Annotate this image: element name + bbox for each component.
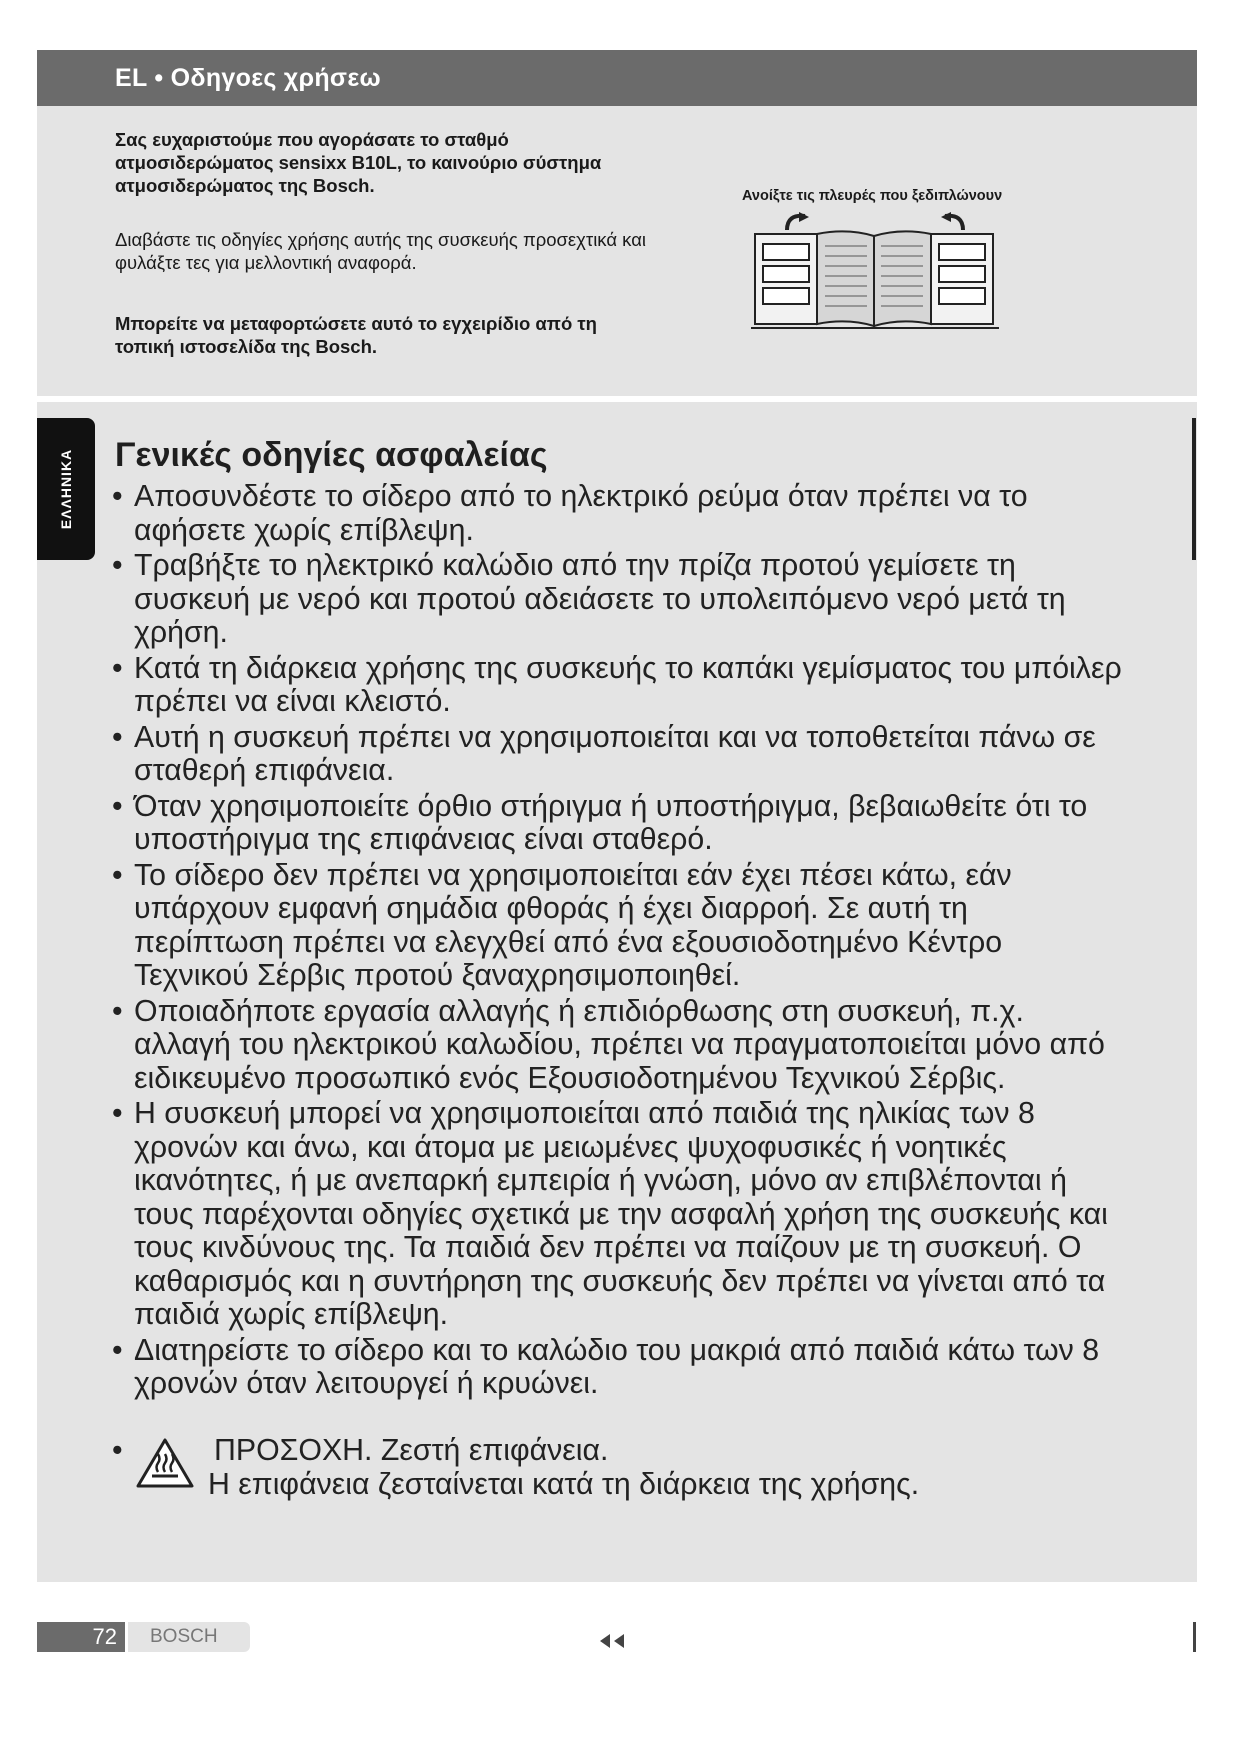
list-item: • Κατά τη διάρκεια χρήσης της συσκευής το καπάκι γεμίσματος του μπόιλερ πρέπει να είναι κλειστό. (112, 652, 1122, 719)
fold-caption: Ανοίξτε τις πλευρές που ξεδιπλώνουν (742, 188, 1003, 204)
header-title: EL • Οδηγοες χρήσεω (115, 64, 381, 92)
list-item: • Αποσυνδέστε το σίδερο από το ηλεκτρικό ρεύμα όταν πρέπει να το αφήσετε χωρίς επίβλεψη. (112, 480, 1122, 547)
page-number: 72 (37, 1622, 125, 1652)
footer-rule (1193, 1622, 1196, 1652)
intro-read-instructions: Διαβάστε τις οδηγίες χρήσης αυτής της συσκευής προσεχτικά και φυλάξτε τες για μελλοντική αναφορά. (115, 229, 646, 273)
list-item: • Η συσκευή μπορεί να χρησιμοποιείται από παιδιά της ηλικίας των 8 χρονών και άνω, και άτομα με μειωμένες ψυχοφυσικές ή νοητικές ικανότητες, ή με ανεπαρκή εμπειρία ή γνώση, μόνο αν επιβλέπονται ή τους παρέχονται οδηγίες σχετικά με την ασφαλή χρήση της συσκευής και τους κινδύνους της. Τα παιδιά δεν πρέπει να παίζουν με τη συσκευή. Ο καθαρισμός και η συντήρηση της συσκευής δεν πρέπει να γίνεται από τα παιδιά χωρίς επίβλεψη. (112, 1097, 1122, 1332)
safety-list (112, 480, 1122, 1403)
language-tab (37, 418, 95, 560)
caution-title: ΠΡΟΣΟΧΗ. Ζεστή επιφάνεια. (214, 1434, 609, 1467)
foldout-book-illustration (747, 212, 1003, 336)
list-item: • Διατηρείστε το σίδερο και το καλώδιο του μακριά από παιδιά κάτω των 8 χρονών όταν λειτουργεί ή κρυώνει. (112, 1334, 1122, 1401)
list-item: • Τραβήξτε το ηλεκτρικό καλώδιο από την πρίζα προτού γεμίσετε τη συσκευή με νερό και προτού αδειάσετε το υπολειπόμενο νερό μετά τη χρήση. (112, 549, 1122, 650)
list-item: • Αυτή η συσκευή πρέπει να χρησιμοποιείται και να τοποθετείται πάνω σε σταθερή επιφάνεια. (112, 721, 1122, 788)
intro-panel (37, 106, 1197, 396)
right-edge-rule (1192, 418, 1196, 560)
section-title: Γενικές οδηγίες ασφαλείας (115, 436, 548, 474)
intro-download: Μπορείτε να μεταφορτώσετε αυτό το εγχειρίδιο από τη τοπική ιστοσελίδα της Bosch. (115, 313, 597, 357)
caution-bullet: • (112, 1434, 123, 1467)
footer-brand: BOSCH (128, 1622, 250, 1652)
list-item: • Οποιαδήποτε εργασία αλλαγής ή επιδιόρθωσης στη συσκευή, π.χ. αλλαγή του ηλεκτρικού καλωδίου, πρέπει να πραγματοποιείται μόνο από ειδικευμένο προσωπικό ενός Εξουσιοδοτημένου Τεχνικού Σέρβις. (112, 995, 1122, 1096)
list-item: • Όταν χρησιμοποιείτε όρθιο στήριγμα ή υποστήριγμα, βεβαιωθείτε ότι το υποστήριγμα της επιφάνειας είναι σταθερό. (112, 790, 1122, 857)
intro-thanks: Σας ευχαριστούμε που αγοράσατε το σταθμό ατμοσιδερώματος sensixx B10L, το καινούριο σύστημα ατμοσιδερώματος της Bosch. (115, 129, 602, 196)
hot-surface-warning-icon (134, 1436, 196, 1490)
language-tab-label: ΕΛΛΗΝΙΚΑ (58, 448, 74, 530)
list-item: • Το σίδερο δεν πρέπει να χρησιμοποιείται εάν έχει πέσει κάτω, εάν υπάρχουν εμφανή σημάδια φθοράς ή έχει διαρροή. Σε αυτή τη περίπτωση πρέπει να ελεγχθεί από ένα εξουσιοδοτημένο Κέντρο Τεχνικού Σέρβις προτού ξαναχρησιμοποιηθεί. (112, 859, 1122, 993)
header-bar (37, 50, 1197, 106)
caution-text: Η επιφάνεια ζεσταίνεται κατά τη διάρκεια της χρήσης. (208, 1468, 920, 1501)
previous-page-icon[interactable] (596, 1633, 626, 1649)
